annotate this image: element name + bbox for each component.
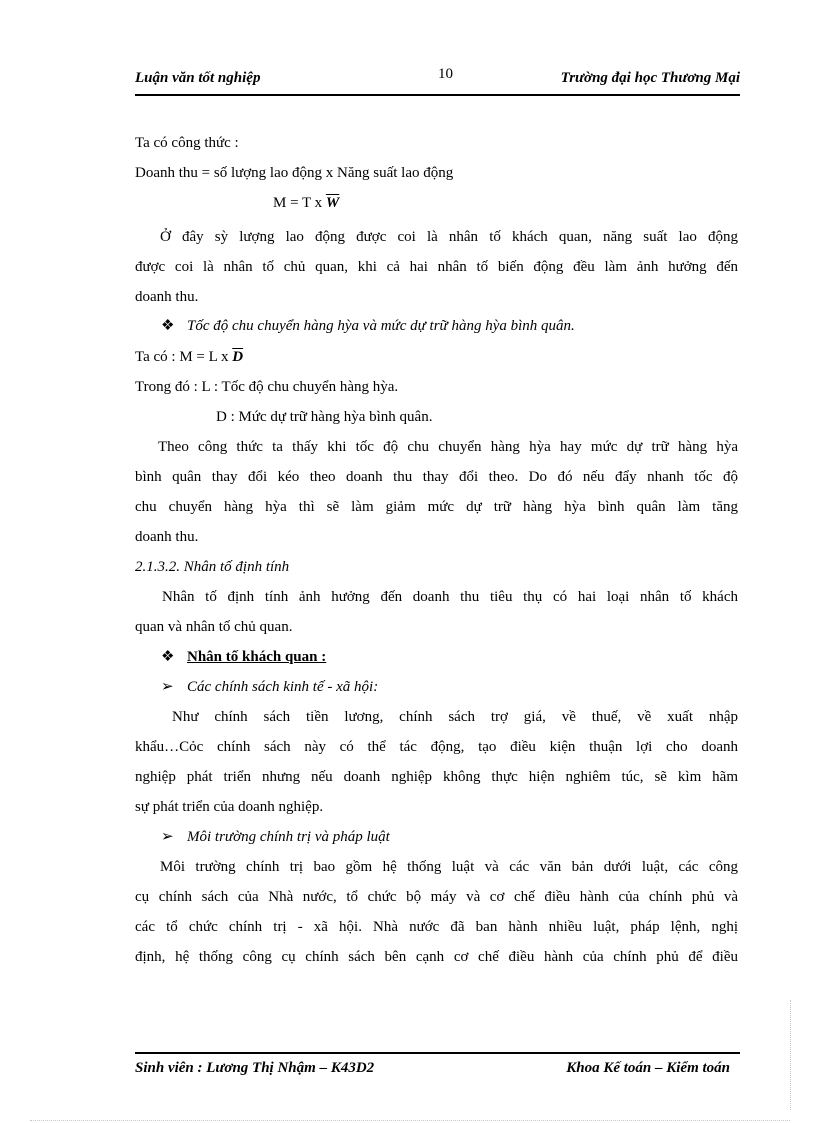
paragraph-line: cụ chính sách của Nhà nước, tổ chức bộ máy và cơ chế điều hành của chính phủ và xyxy=(135,889,738,905)
sub-bullet-text: Môi trường chính trị và pháp luật xyxy=(187,829,390,845)
paragraph-line: quan và nhân tố chủ quan. xyxy=(135,619,293,635)
paragraph-line: khẩu…Cỏc chính sách này có thể tác động, tạo điều kiện thuận lợi cho doanh xyxy=(135,739,738,755)
page-border-dotted-vertical xyxy=(790,1000,791,1110)
section-heading: 2.1.3.2. Nhân tố định tính xyxy=(135,559,290,575)
paragraph-line: chu chuyển hàng hỳa thì sẽ làm giảm mức dự trữ hàng hỳa bình quân làm tăng xyxy=(135,499,738,515)
sub-bullet xyxy=(161,827,738,847)
formula-line xyxy=(135,347,738,367)
sub-bullet-text: Các chính sách kinh tế - xã hội: xyxy=(187,679,379,695)
paragraph-line: các tổ chức chính trị - xã hội. Nhà nước đã ban hành nhiều luật, pháp lệnh, nghị xyxy=(135,919,738,935)
formula-text: Ta có : M = L x xyxy=(135,349,233,365)
page-number: 10 xyxy=(438,66,453,82)
sub-bullet xyxy=(161,677,738,697)
paragraph-line: bình quân thay đổi kéo theo doanh thu thay đổi theo. Do đó nếu đẩy nhanh tốc độ xyxy=(135,469,738,485)
text-line: Trong đó : L : Tốc độ chu chuyển hàng hỳa. xyxy=(135,379,399,395)
arrow-bullet-icon: ➢ xyxy=(161,829,174,845)
paragraph-line: định, hệ thống công cụ chính sách bên cạnh cơ chế điều hành của chính phủ để điều xyxy=(135,949,738,965)
footer-faculty: Khoa Kế toán – Kiểm toán xyxy=(566,1060,730,1076)
paragraph-line: Môi trường chính trị bao gồm hệ thống luật và các văn bản dưới luật, các công xyxy=(160,859,738,875)
paragraph-line: Nhân tố định tính ảnh hưởng đến doanh thu tiêu thụ có hai loại nhân tố khách xyxy=(162,589,738,605)
text-line: D : Mức dự trữ hàng hỳa bình quân. xyxy=(216,409,433,425)
page-border-dotted-horizontal xyxy=(30,1120,790,1121)
paragraph-line: doanh thu. xyxy=(135,529,199,545)
footer-student: Sinh viên : Lương Thị Nhậm – K43D2 xyxy=(135,1060,375,1076)
bullet-heading xyxy=(161,647,738,667)
text-line: Ta có công thức : xyxy=(135,135,239,151)
header-thesis-title: Luận văn tốt nghiệp xyxy=(135,70,261,86)
page-footer xyxy=(135,1052,740,1076)
formula-symbol: $\overline{D}$ xyxy=(232,349,244,365)
paragraph-line: nghiệp phát triển nhưng nếu doanh nghiệp không thực hiện nghiêm túc, sẽ kìm hãm xyxy=(135,769,738,785)
paragraph-line: được coi là nhân tố chủ quan, khi cả hai nhân tố biến động đều làm ảnh hưởng đến xyxy=(135,259,738,275)
paragraph-line: Theo công thức ta thấy khi tốc độ chu chuyển hàng hỳa hay mức dự trữ hàng hỳa xyxy=(158,439,738,455)
paragraph-line: Như chính sách tiền lương, chính sách trợ giá, về thuế, về xuất nhập xyxy=(172,709,738,725)
arrow-bullet-icon: ➢ xyxy=(161,679,174,695)
bullet-heading-text: Tốc độ chu chuyển hàng hỳa và mức dự trữ hàng hỳa bình quân. xyxy=(187,318,575,334)
formula-line xyxy=(273,193,473,213)
formula-text: M = T x xyxy=(273,195,326,211)
formula-symbol: $\overline{W}$ xyxy=(325,195,340,211)
header-university: Trường đại học Thương Mại xyxy=(560,70,740,86)
diamond-bullet-icon: ❖ xyxy=(161,649,175,665)
page-header xyxy=(135,66,740,96)
bullet-heading xyxy=(161,316,738,336)
diamond-bullet-icon: ❖ xyxy=(161,318,175,334)
bullet-heading-text: Nhân tố khách quan : xyxy=(187,649,327,665)
text-line: Doanh thu = số lượng lao động x Năng suất lao động xyxy=(135,165,454,181)
paragraph-line: doanh thu. xyxy=(135,289,199,305)
paragraph-line: Ở đây sỳ lượng lao động được coi là nhân tố khách quan, năng suất lao động xyxy=(160,229,738,245)
paragraph-line: sự phát triển của doanh nghiệp. xyxy=(135,799,324,815)
